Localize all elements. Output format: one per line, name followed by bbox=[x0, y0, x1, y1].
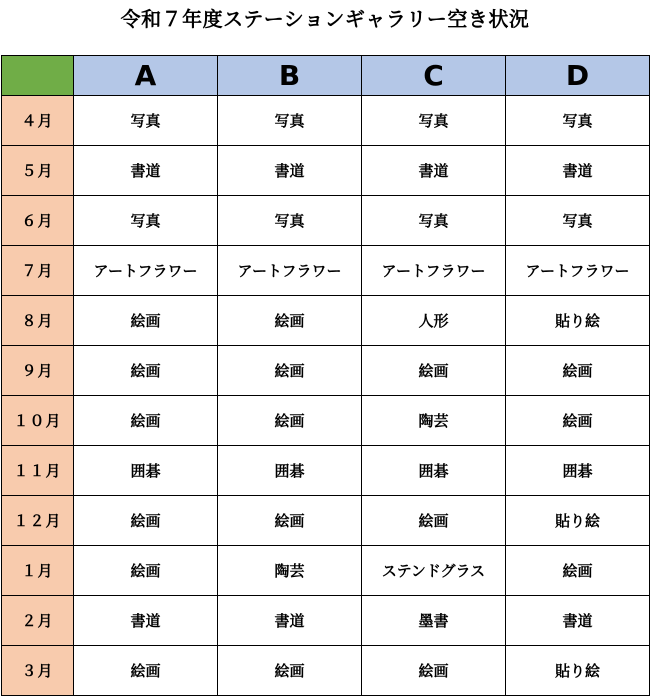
month-label: ９月 bbox=[2, 346, 74, 396]
table-row bbox=[2, 96, 650, 146]
booking-cell-c: 絵画 bbox=[362, 346, 506, 396]
booking-cell-c: 人形 bbox=[362, 296, 506, 346]
month-label: １０月 bbox=[2, 396, 74, 446]
booking-cell-a: 書道 bbox=[74, 146, 218, 196]
month-label: ８月 bbox=[2, 296, 74, 346]
month-label: ３月 bbox=[2, 646, 74, 696]
booking-cell-c: 絵画 bbox=[362, 646, 506, 696]
booking-cell-d: 書道 bbox=[506, 146, 650, 196]
booking-cell-b: 絵画 bbox=[218, 646, 362, 696]
booking-cell-a: 写真 bbox=[74, 196, 218, 246]
booking-cell-b: 絵画 bbox=[218, 346, 362, 396]
table-row bbox=[2, 646, 650, 696]
booking-cell-a: 書道 bbox=[74, 596, 218, 646]
booking-cell-c: 陶芸 bbox=[362, 396, 506, 446]
booking-cell-a: 写真 bbox=[74, 96, 218, 146]
booking-cell-d: 絵画 bbox=[506, 396, 650, 446]
booking-cell-d: 書道 bbox=[506, 596, 650, 646]
month-label: ２月 bbox=[2, 596, 74, 646]
booking-cell-b: 絵画 bbox=[218, 396, 362, 446]
month-label: １２月 bbox=[2, 496, 74, 546]
booking-cell-b: 書道 bbox=[218, 146, 362, 196]
table-row bbox=[2, 196, 650, 246]
booking-cell-a: 絵画 bbox=[74, 496, 218, 546]
table-row bbox=[2, 146, 650, 196]
booking-cell-b: 陶芸 bbox=[218, 546, 362, 596]
gallery-schedule-table bbox=[1, 55, 650, 696]
booking-cell-a: 絵画 bbox=[74, 396, 218, 446]
table-row bbox=[2, 296, 650, 346]
month-label: ４月 bbox=[2, 96, 74, 146]
booking-cell-c: 絵画 bbox=[362, 496, 506, 546]
booking-cell-c: アートフラワー bbox=[362, 246, 506, 296]
booking-cell-b: 囲碁 bbox=[218, 446, 362, 496]
booking-cell-d: アートフラワー bbox=[506, 246, 650, 296]
column-header-d: D bbox=[506, 56, 650, 96]
table-row bbox=[2, 246, 650, 296]
booking-cell-a: 囲碁 bbox=[74, 446, 218, 496]
header-row bbox=[2, 56, 650, 96]
column-header-b: B bbox=[218, 56, 362, 96]
booking-cell-b: アートフラワー bbox=[218, 246, 362, 296]
table-body bbox=[2, 96, 650, 696]
table-row bbox=[2, 596, 650, 646]
corner-cell bbox=[2, 56, 74, 96]
booking-cell-d: 絵画 bbox=[506, 546, 650, 596]
month-label: ７月 bbox=[2, 246, 74, 296]
table-row bbox=[2, 446, 650, 496]
month-label: １１月 bbox=[2, 446, 74, 496]
booking-cell-d: 貼り絵 bbox=[506, 646, 650, 696]
booking-cell-d: 写真 bbox=[506, 196, 650, 246]
booking-cell-a: アートフラワー bbox=[74, 246, 218, 296]
booking-cell-d: 写真 bbox=[506, 96, 650, 146]
booking-cell-d: 貼り絵 bbox=[506, 496, 650, 546]
month-label: ５月 bbox=[2, 146, 74, 196]
table-row bbox=[2, 546, 650, 596]
booking-cell-b: 絵画 bbox=[218, 496, 362, 546]
booking-cell-d: 囲碁 bbox=[506, 446, 650, 496]
booking-cell-b: 書道 bbox=[218, 596, 362, 646]
month-label: ６月 bbox=[2, 196, 74, 246]
table-row bbox=[2, 496, 650, 546]
booking-cell-a: 絵画 bbox=[74, 546, 218, 596]
booking-cell-a: 絵画 bbox=[74, 296, 218, 346]
booking-cell-c: 書道 bbox=[362, 146, 506, 196]
booking-cell-d: 貼り絵 bbox=[506, 296, 650, 346]
booking-cell-c: 写真 bbox=[362, 196, 506, 246]
column-header-a: A bbox=[74, 56, 218, 96]
booking-cell-a: 絵画 bbox=[74, 346, 218, 396]
booking-cell-c: 写真 bbox=[362, 96, 506, 146]
table-row bbox=[2, 396, 650, 446]
month-label: １月 bbox=[2, 546, 74, 596]
booking-cell-d: 絵画 bbox=[506, 346, 650, 396]
booking-cell-c: 囲碁 bbox=[362, 446, 506, 496]
booking-cell-c: 墨書 bbox=[362, 596, 506, 646]
booking-cell-c: ステンドグラス bbox=[362, 546, 506, 596]
column-header-c: C bbox=[362, 56, 506, 96]
booking-cell-b: 絵画 bbox=[218, 296, 362, 346]
table-row bbox=[2, 346, 650, 396]
booking-cell-a: 絵画 bbox=[74, 646, 218, 696]
page-title: 令和７年度ステーションギャラリー空き状況 bbox=[120, 7, 530, 31]
booking-cell-b: 写真 bbox=[218, 96, 362, 146]
booking-cell-b: 写真 bbox=[218, 196, 362, 246]
